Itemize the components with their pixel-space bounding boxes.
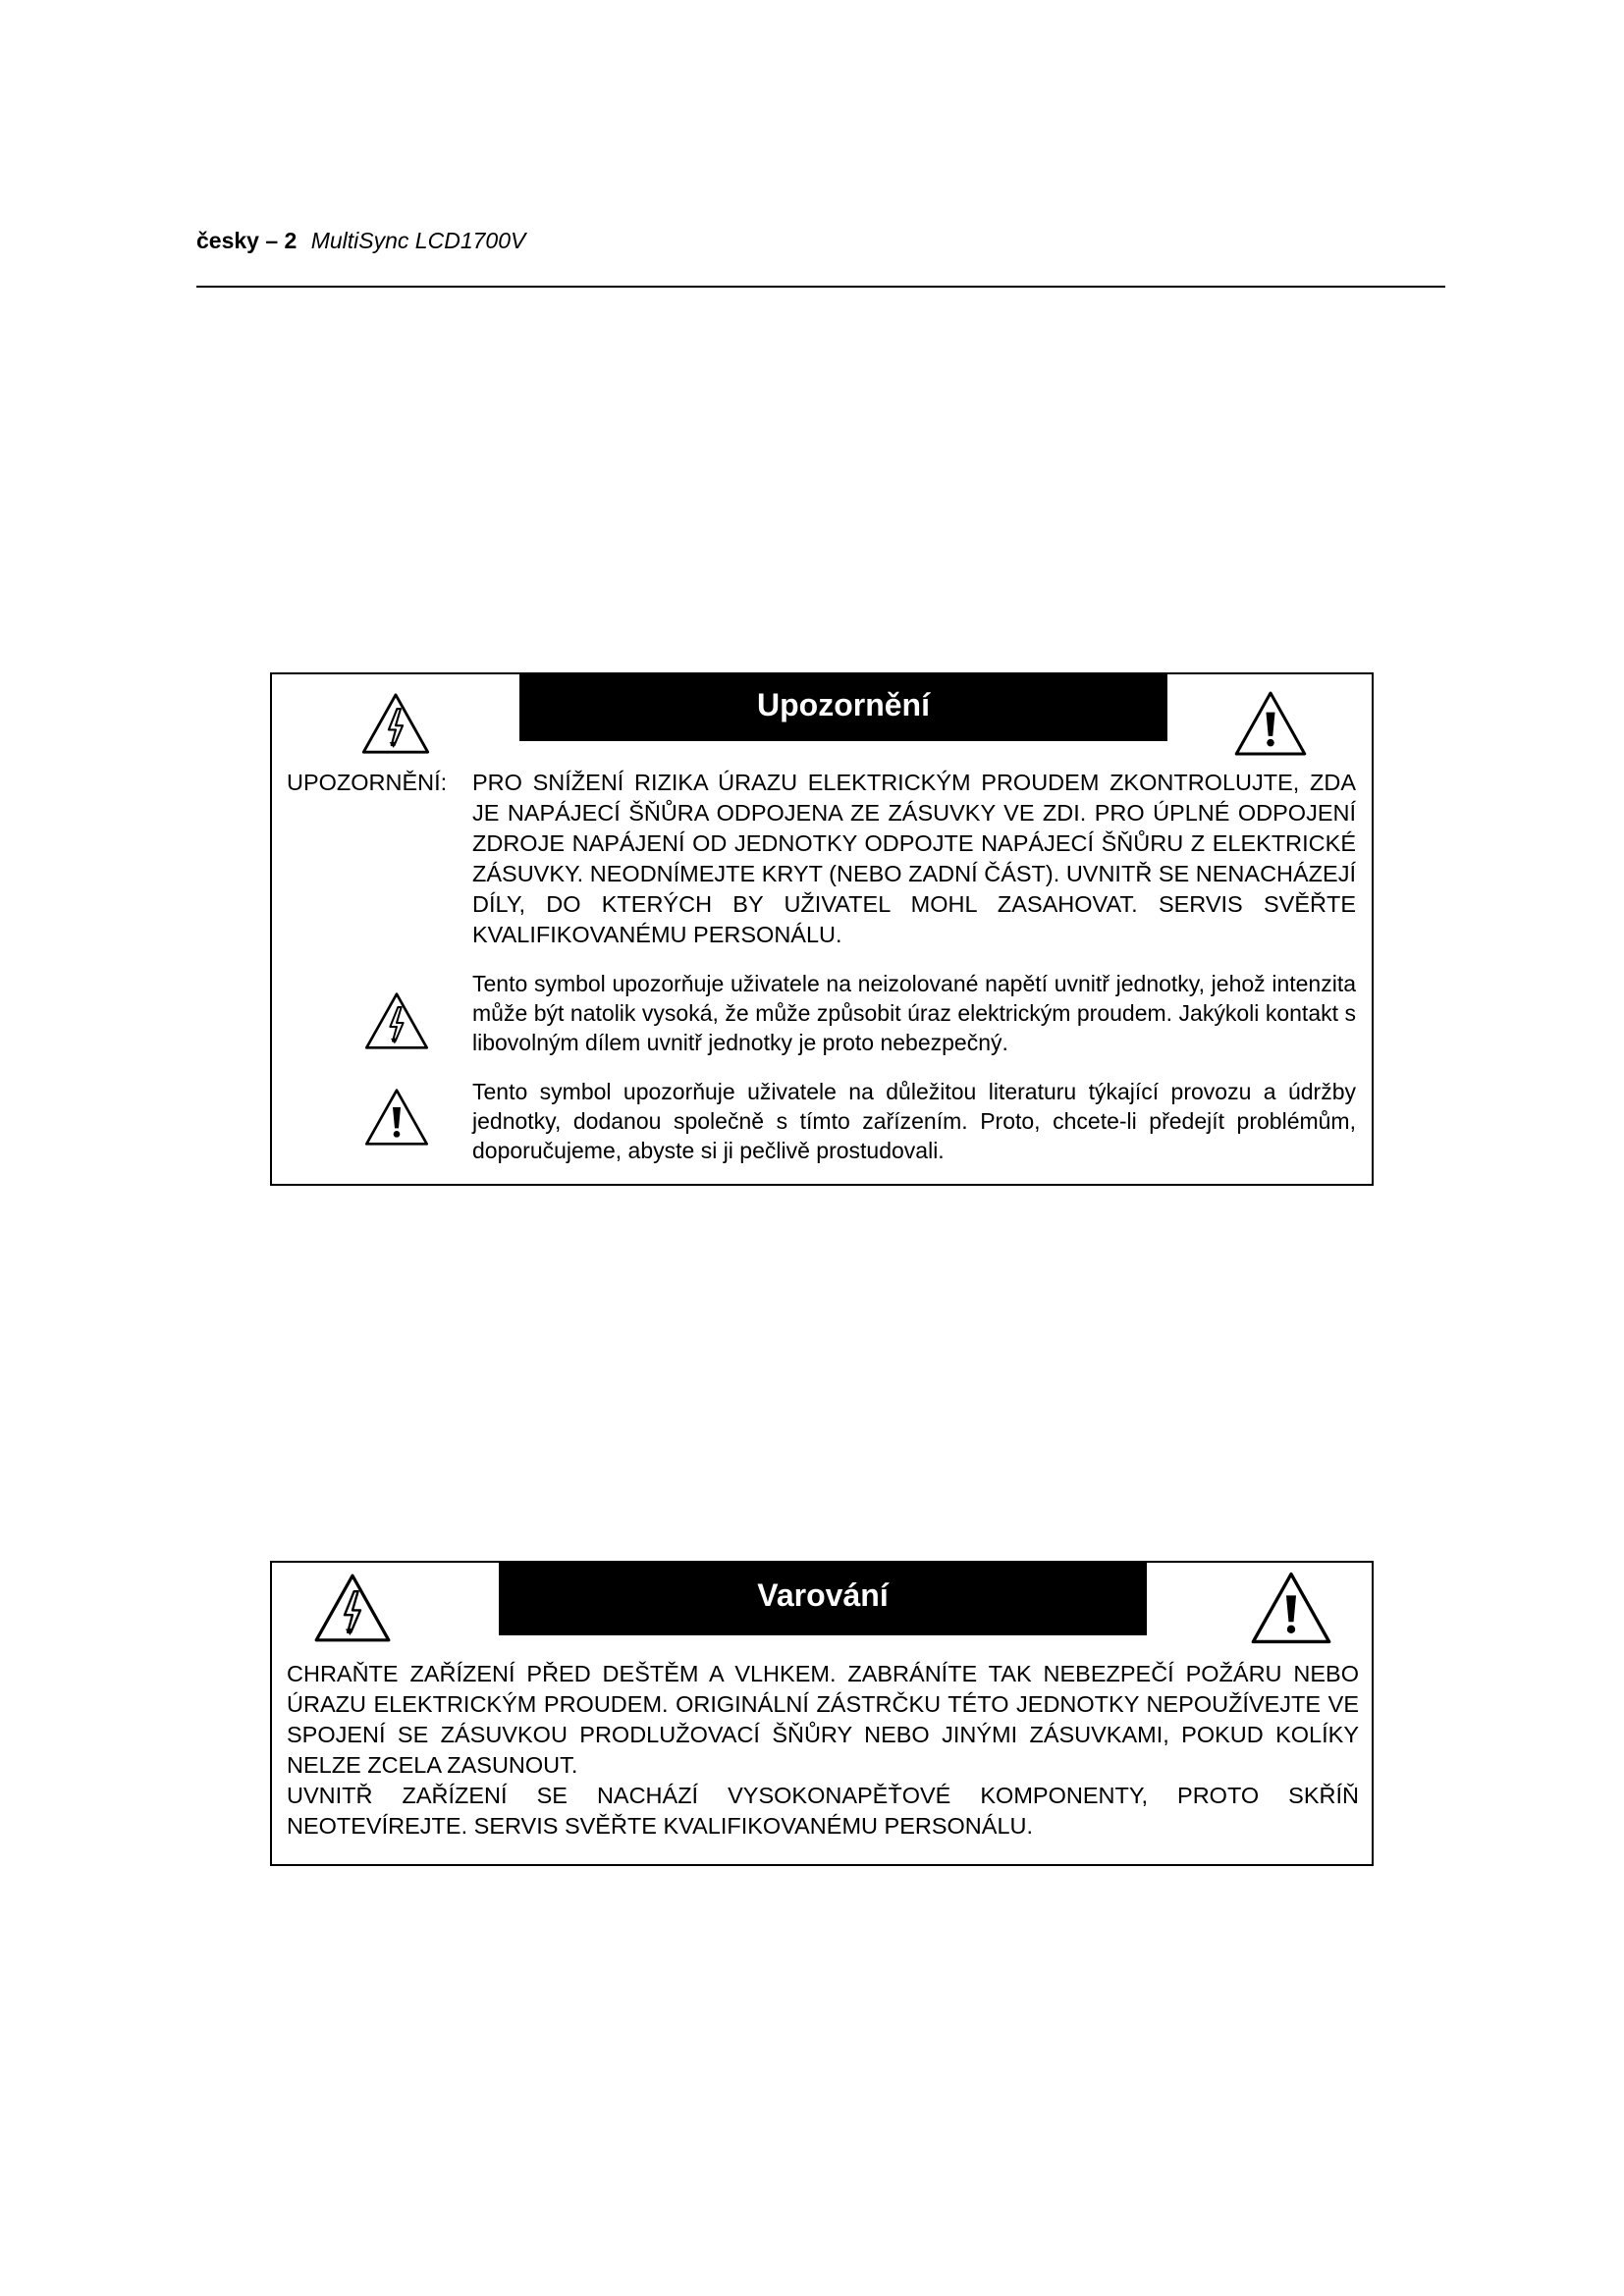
warning-paragraph: UVNITŘ ZAŘÍZENÍ SE NACHÁZÍ VYSOKONAPĚŤOVÉ KOMPONENTY, PROTO SKŘÍŇ NEOTEVÍREJTE. SERVIS SVĚŘTE KVALIFIKOVANÉMU PERSONÁLU.: [287, 1783, 1359, 1839]
caution-label: UPOZORNĚNÍ:: [287, 770, 448, 795]
info-symbol-text: Tento symbol upozorňuje uživatele na důležitou literaturu týkající provozu a údržby jednotky, dodanou společně s tímto zařízením. Proto, chcete-li předejít problémům, doporučujeme, abyste si ji pečlivě prostudovali.: [472, 1079, 1356, 1163]
voltage-symbol-text: Tento symbol upozorňuje uživatele na neizolované napětí uvnitř jednotky, jehož intenzita může být natolik vysoká, že může způsobit úraz elektrickým proudem. Jakýkoli kontakt s libovolným dílem uvnitř jednotky je proto nebezpečný.: [472, 971, 1356, 1055]
warning-title: Varování: [499, 1563, 1147, 1635]
caution-title: Upozornění: [519, 674, 1167, 741]
lightning-triangle-icon: [313, 1573, 392, 1643]
lightning-triangle-icon: [363, 991, 430, 1050]
exclamation-triangle-icon: [1233, 690, 1308, 757]
caution-text: PRO SNÍŽENÍ RIZIKA ÚRAZU ELEKTRICKÝM PROUDEM ZKONTROLUJTE, ZDA JE NAPÁJECÍ ŠŇŮRA ODPOJENA ZE ZÁSUVKY VE ZDI. PRO ÚPLNÉ ODPOJENÍ ZDROJE NAPÁJENÍ OD JEDNOTKY ODPOJTE NAPÁJECÍ ŠŇŮRU Z ELEKTRICKÉ ZÁSUVKY. NEODNÍMEJTE KRYT (NEBO ZADNÍ ČÁST). UVNITŘ SE NENACHÁZEJÍ DÍLY, DO KTERÝCH BY UŽIVATEL MOHL ZASAHOVAT. SERVIS SVĚŘTE KVALIFIKOVANÉMU PERSONÁLU.: [472, 770, 1356, 947]
exclamation-triangle-icon: [363, 1088, 430, 1147]
model-name: MultiSync LCD1700V: [310, 228, 526, 253]
header-rule: [196, 286, 1445, 288]
warning-text: [287, 1659, 1359, 1842]
exclamation-triangle-icon: [1250, 1571, 1332, 1645]
caution-box: [270, 672, 1374, 1186]
page-header: [196, 228, 525, 254]
warning-box: [270, 1561, 1374, 1866]
warning-paragraph: CHRAŇTE ZAŘÍZENÍ PŘED DEŠTĚM A VLHKEM. ZABRÁNÍTE TAK NEBEZPEČÍ POŽÁRU NEBO ÚRAZU ELEKTRICKÝM PROUDEM. ORIGINÁLNÍ ZÁSTRČKU TÉTO JEDNOTKY NEPOUŽÍVEJTE VE SPOJENÍ SE ZÁSUVKOU PRODLUŽOVACÍ ŠŇŮRY NEBO JINÝMI ZÁSUVKAMI, POKUD KOLÍKY NELZE ZCELA ZASUNOUT.: [287, 1661, 1359, 1778]
page-language-number: česky – 2: [196, 228, 298, 253]
lightning-triangle-icon: [360, 692, 431, 755]
